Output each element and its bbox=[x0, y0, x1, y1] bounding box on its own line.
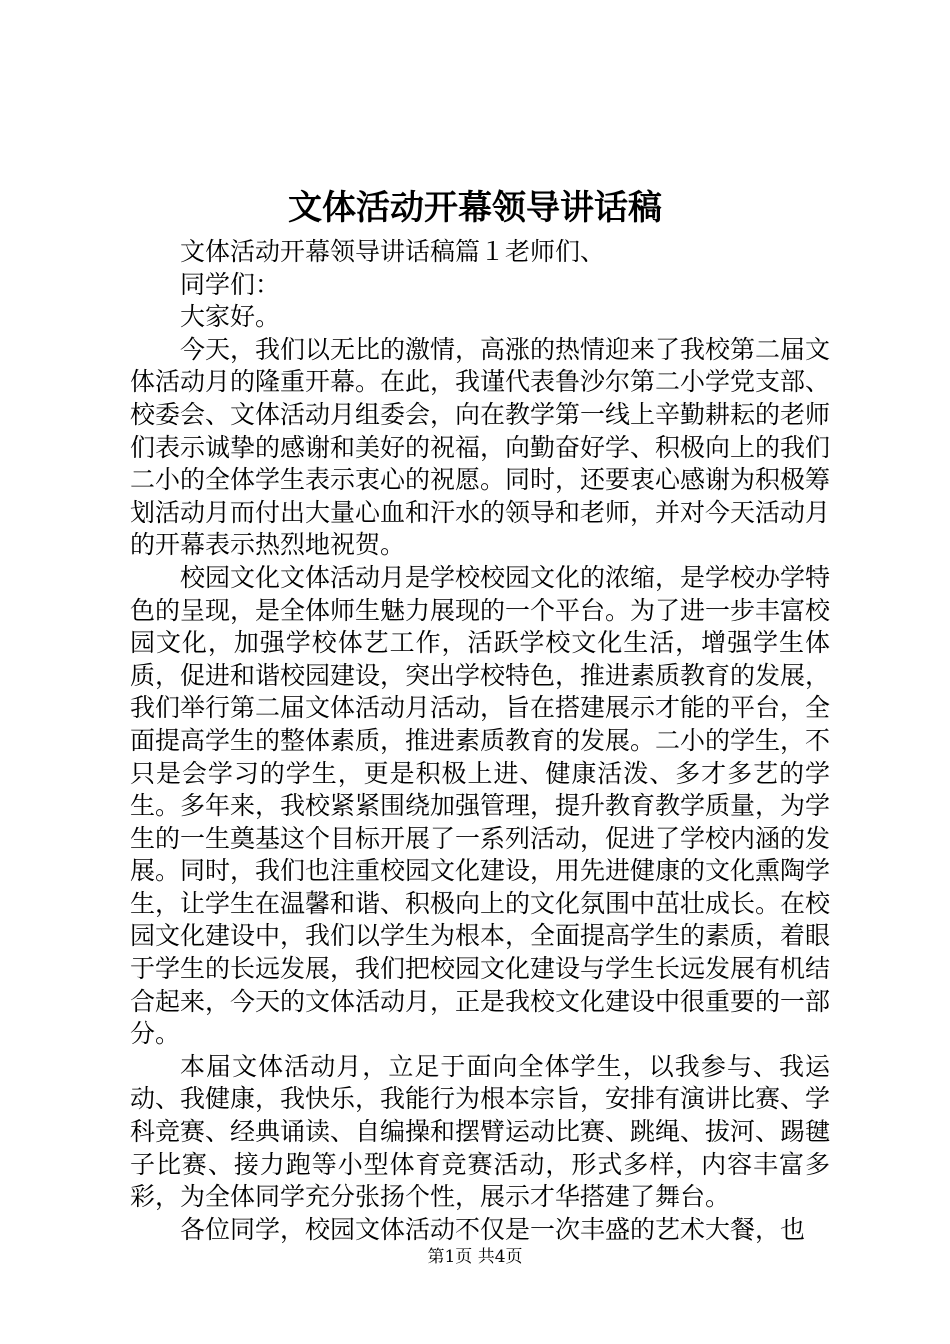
paragraph-opening: 今天，我们以无比的激情，高涨的热情迎来了我校第二届文体活动月的隆重开幕。在此，我谨代表鲁沙尔第二小学党支部、校委会、文体活动月组委会，向在教学第一线上辛勤耕耘的老师们表示诚挚的感谢和美好的祝福，向勤奋好学、积极向上的我们二小的全体学生表示衷心的祝愿。同时，还要衷心感谢为积极筹划活动月而付出大量心血和汗水的领导和老师，并对今天活动月的开幕表示热烈地祝贺。 bbox=[130, 334, 831, 560]
paragraph-greeting-1: 文体活动开幕领导讲话稿篇１老师们、 bbox=[180, 237, 606, 266]
paragraph-closing-start: 各位同学，校园文体活动不仅是一次丰盛的艺术大餐，也 bbox=[180, 1214, 806, 1244]
document-body bbox=[130, 236, 830, 1246]
paragraph-greeting-2: 同学们： bbox=[180, 269, 281, 299]
page-footer: 第1页 共4页 bbox=[427, 1247, 523, 1267]
paragraph-activities: 本届文体活动月，立足于面向全体学生，以我参与、我运动、我健康，我快乐，我能行为根本宗旨，安排有演讲比赛、学科竞赛、经典诵读、自编操和摆臂运动比赛、跳绳、拔河、踢毽子比赛、接力跑等小型体育竞赛活动，形式多样，内容丰富多彩，为全体同学充分张扬个性，展示才华搭建了舞台。 bbox=[130, 1051, 831, 1212]
paragraph-campus-culture: 校园文化文体活动月是学校校园文化的浓缩，是学校办学特色的呈现，是全体师生魅力展现的一个平台。为了进一步丰富校园文化，加强学校体艺工作，活跃学校文化生活，增强学生体质，促进和谐校园建设，突出学校特色，推进素质教育的发展，我们举行第二届文体活动月活动，旨在搭建展示才能的平台，全面提高学生的整体素质，推进素质教育的发展。二小的学生，不只是会学习的学生，更是积极上进、健康活泼、多才多艺的学生。多年来，我校紧紧围绕加强管理，提升教育教学质量，为学生的一生奠基这个目标开展了一系列活动，促进了学校内涵的发展。同时，我们也注重校园文化建设，用先进健康的文化熏陶学生，让学生在温馨和谐、积极向上的文化氛围中茁壮成长。在校园文化建设中，我们以学生为根本，全面提高学生的素质，着眼于学生的长远发展，我们把校园文化建设与学生长远发展有机结合起来，今天的文体活动月，正是我校文化建设中很重要的一部分。 bbox=[130, 562, 831, 1049]
document-title: 文体活动开幕领导讲话稿 bbox=[288, 188, 662, 228]
paragraph-greeting-3: 大家好。 bbox=[180, 302, 281, 332]
